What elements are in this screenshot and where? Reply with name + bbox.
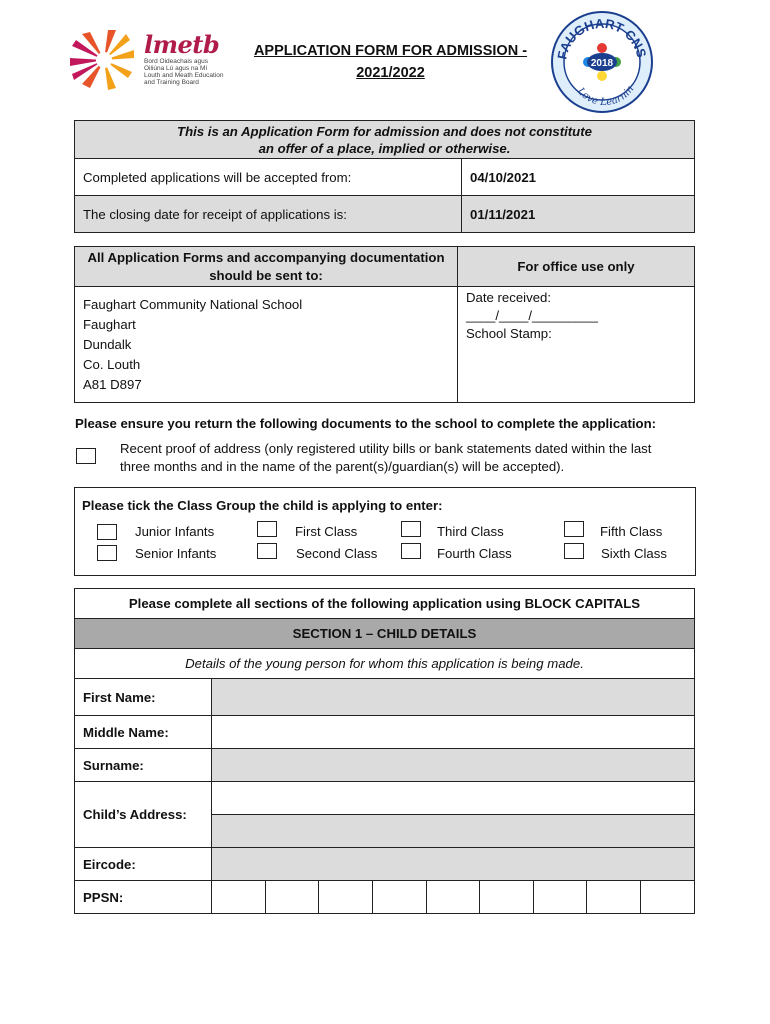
- ppsn-char-box[interactable]: [641, 881, 695, 914]
- child-address-input-line1[interactable]: [212, 782, 695, 815]
- admission-notice: [75, 121, 695, 159]
- address-line: Dundalk: [83, 337, 132, 352]
- school-motto-text: Love Learnin: [574, 83, 637, 109]
- surname-input[interactable]: [212, 749, 695, 782]
- dates-table: [74, 120, 695, 233]
- documents-heading: Please ensure you return the following documents to the school to complete the application:: [75, 416, 657, 431]
- ppsn-char-box[interactable]: [480, 881, 534, 914]
- second-class-checkbox[interactable]: [257, 543, 277, 559]
- title-line: 2021/2022: [356, 65, 425, 81]
- first-class-checkbox[interactable]: [257, 521, 277, 537]
- third-class-label: Third Class: [437, 524, 504, 539]
- first-name-input[interactable]: [212, 679, 695, 716]
- junior-infants-checkbox[interactable]: [97, 524, 117, 540]
- proof-line: Recent proof of address (only registered utility bills or bank statements dated within the last: [120, 441, 652, 456]
- ppsn-char-box[interactable]: [372, 881, 426, 914]
- class-group-box: [74, 487, 696, 576]
- etb-brand-name: lmetb: [144, 30, 220, 59]
- send-to-heading-line: All Application Forms and accompanying documentation: [87, 249, 445, 265]
- third-class-checkbox[interactable]: [401, 521, 421, 537]
- fifth-class-checkbox[interactable]: [564, 521, 584, 537]
- closing-date-label: The closing date for receipt of applications is:: [75, 196, 462, 233]
- school-logo: [548, 8, 656, 116]
- child-details-table: [74, 588, 695, 914]
- school-year-text: 2018: [590, 58, 614, 69]
- proof-of-address-text: [120, 440, 705, 476]
- second-class-label: Second Class: [296, 546, 378, 561]
- school-stamp-label: School Stamp:: [466, 326, 552, 341]
- office-use-heading: For office use only: [458, 247, 695, 287]
- etb-sub-line: Bord Oideachais agus: [144, 58, 208, 65]
- child-address-input-line2[interactable]: [212, 815, 695, 848]
- ppsn-char-box[interactable]: [587, 881, 641, 914]
- accepted-from-label: Completed applications will be accepted from:: [75, 159, 462, 196]
- middle-name-input[interactable]: [212, 716, 695, 749]
- senior-infants-label: Senior Infants: [135, 546, 217, 561]
- etb-sub-line: Louth and Meath Education: [144, 72, 224, 79]
- first-class-label: First Class: [295, 524, 358, 539]
- sixth-class-checkbox[interactable]: [564, 543, 584, 559]
- section-1-title: SECTION 1 – CHILD DETAILS: [75, 619, 695, 649]
- address-line: Faughart: [83, 317, 136, 332]
- fourth-class-label: Fourth Class: [437, 546, 512, 561]
- junior-infants-label: Junior Infants: [135, 524, 215, 539]
- title-line: APPLICATION FORM FOR ADMISSION -: [253, 43, 528, 59]
- ppsn-char-box[interactable]: [533, 881, 587, 914]
- date-received-label: Date received:: [466, 290, 552, 305]
- notice-line: This is an Application Form for admission and does not constitute: [177, 123, 592, 139]
- ppsn-char-box[interactable]: [265, 881, 319, 914]
- section-1-subtitle: Details of the young person for whom this application is being made.: [75, 649, 695, 679]
- address-line: Co. Louth: [83, 357, 141, 372]
- send-to-heading: [75, 247, 458, 287]
- address-line: A81 D897: [83, 377, 142, 392]
- proof-of-address-checkbox[interactable]: [76, 448, 96, 464]
- eircode-input[interactable]: [212, 848, 695, 881]
- accepted-from-date: 04/10/2021: [462, 159, 695, 196]
- eircode-label: Eircode:: [75, 848, 212, 881]
- closing-date: 01/11/2021: [462, 196, 695, 233]
- notice-line: an offer of a place, implied or otherwise.: [258, 140, 511, 156]
- surname-label: Surname:: [75, 749, 212, 782]
- address-line: Faughart Community National School: [83, 297, 303, 312]
- class-group-heading: Please tick the Class Group the child is applying to enter:: [82, 498, 443, 513]
- ppsn-char-box[interactable]: [426, 881, 480, 914]
- lmetb-logo: [68, 28, 228, 92]
- block-capitals-instruction: Please complete all sections of the following application using BLOCK CAPITALS: [75, 589, 695, 619]
- etb-sub-line: Oiliúna Lú agus na Mí: [144, 65, 208, 72]
- date-received-blank[interactable]: ____/____/_________: [466, 308, 599, 323]
- senior-infants-checkbox[interactable]: [97, 545, 117, 561]
- sixth-class-label: Sixth Class: [601, 546, 667, 561]
- ppsn-label: PPSN:: [75, 881, 212, 914]
- send-to-heading-line: should be sent to:: [209, 267, 323, 283]
- school-name-text: FAUGHART CNS: [554, 15, 650, 61]
- office-use-box: [458, 287, 695, 403]
- fifth-class-label: Fifth Class: [600, 524, 663, 539]
- ppsn-char-box[interactable]: [212, 881, 266, 914]
- proof-line: three months and in the name of the parent(s)/guardian(s) will be accepted).: [120, 459, 565, 474]
- send-to-table: [74, 246, 695, 403]
- school-address: [75, 287, 458, 403]
- middle-name-label: Middle Name:: [75, 716, 212, 749]
- child-address-label: Child’s Address:: [75, 782, 212, 848]
- ppsn-char-box[interactable]: [319, 881, 373, 914]
- page-title: [238, 40, 543, 84]
- sunburst-icon: [68, 28, 138, 92]
- etb-sub-line: and Training Board: [144, 79, 199, 86]
- fourth-class-checkbox[interactable]: [401, 543, 421, 559]
- first-name-label: First Name:: [75, 679, 212, 716]
